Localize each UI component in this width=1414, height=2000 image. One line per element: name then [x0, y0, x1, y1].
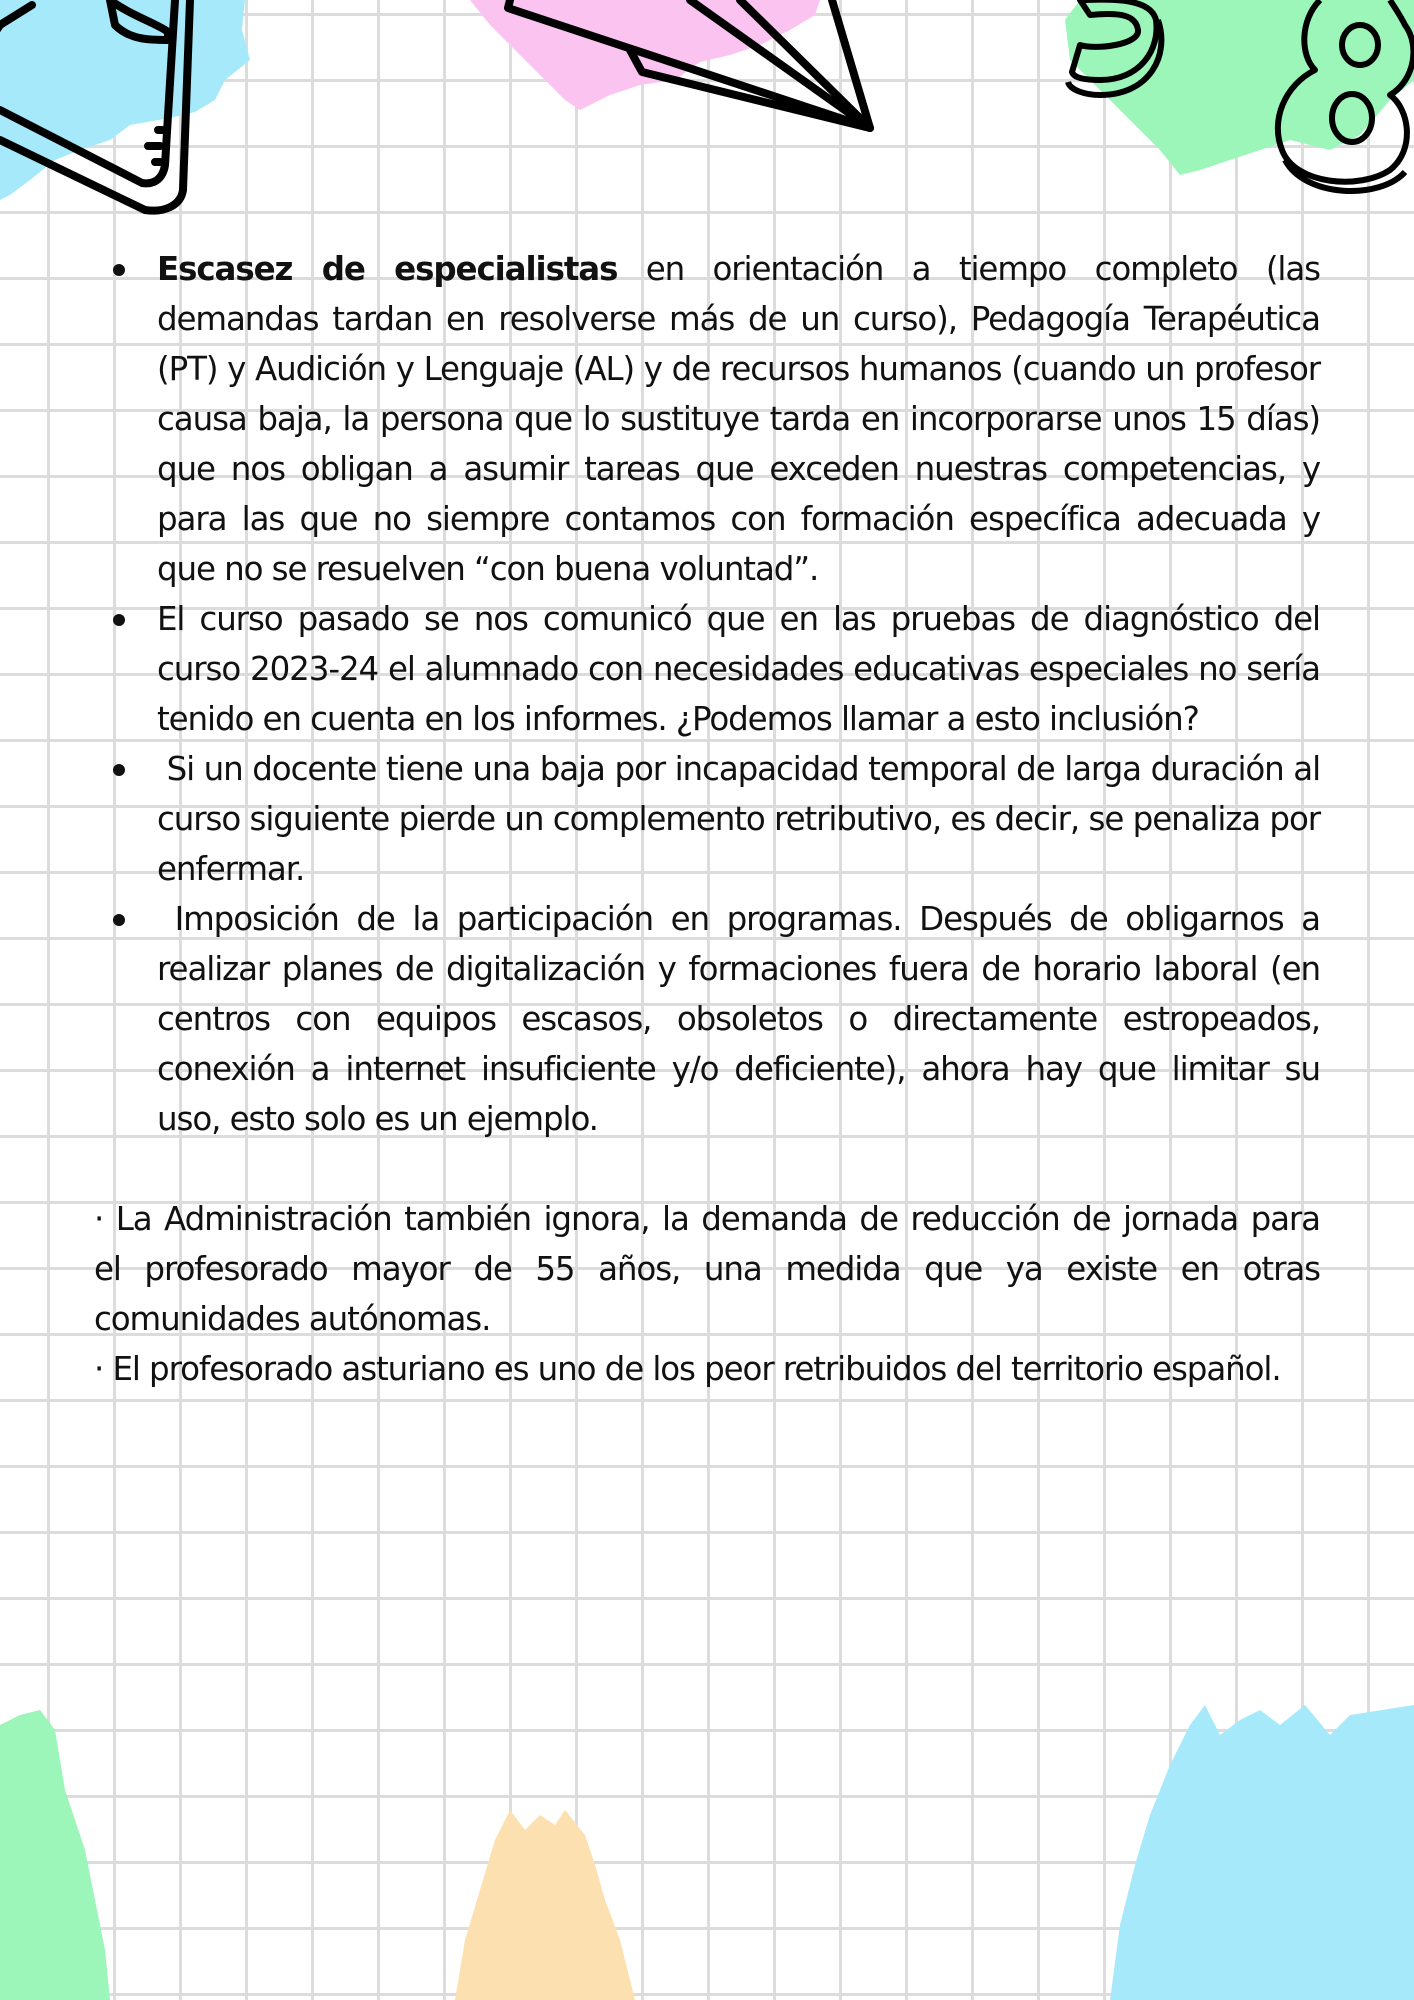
bullet-item-programs — [157, 894, 1330, 1144]
blue-paint-splash-bottom-right — [1110, 1705, 1414, 2000]
document-body — [94, 244, 1330, 1394]
bullet-item-text: El curso pasado se nos comunicó que en las pruebas de diagnóstico del curso 2023-24 el alumnado con necesidades educativas especiales no sería tenido en cuenta en los informes. ¿Podemos llamar a esto inclusión? — [157, 600, 1320, 738]
calculator-icon — [0, 0, 200, 220]
paragraph-reduction-of-hours: · La Administración también ignora, la demanda de reducción de jornada para el profesorado mayor de 55 años, una medida que ya existe en otras comunidades autónomas. — [94, 1200, 1320, 1338]
paragraph-salaries: · El profesorado asturiano es uno de los peor retribuidos del territorio español. — [94, 1350, 1281, 1388]
bullet-dot-icon — [113, 914, 125, 926]
green-paint-splash-top-right — [1060, 0, 1414, 180]
bullet-item-text: Imposición de la participación en programas. Después de obligarnos a realizar planes de digitalización y formaciones fuera de horario laboral (en centros con equipos escasos, obsoletos o directamente estropeados, conexión a internet insuficiente y/o deficiente), ahora hay que limitar su uso, esto solo es un ejemplo. — [157, 900, 1330, 1138]
bullet-item-specialists — [157, 244, 1320, 594]
bullet-item-sick-leave — [157, 744, 1330, 894]
green-paint-splash-bottom-left — [0, 1710, 300, 2000]
pink-paint-splash-top — [460, 0, 820, 120]
bullet-dot-icon — [113, 614, 125, 626]
blue-paint-splash-top-left — [0, 0, 260, 210]
bullet-item-bold-lead: Escasez de especialistas — [157, 250, 618, 288]
orange-paint-splash-bottom-center — [455, 1810, 815, 2000]
paper-plane-icon — [500, 0, 880, 140]
numbers-3-8-icon — [1060, 0, 1414, 200]
bullet-dot-icon — [113, 264, 125, 276]
bullet-list — [94, 244, 1330, 1144]
bullet-item-text: en orientación a tiempo completo (las demandas tardan en resolverse más de un curso), Pedagogía Terapéutica (PT) y Audición y Lenguaje (AL) y de recursos humanos (cuando un profesor causa baja, la persona que lo sustituye tarda en incorporarse unos 15 días) que nos obligan a asumir tareas que exceden nuestras competencias, y para las que no siempre contamos con formación específica adecuada y que no se resuelven “con buena voluntad”. — [157, 250, 1321, 588]
bullet-dot-icon — [113, 764, 125, 776]
spacer — [94, 1144, 1320, 1194]
bullet-item-text: Si un docente tiene una baja por incapacidad temporal de larga duración al curso siguiente pierde un complemento retributivo, es decir, se penaliza por enfermar. — [157, 750, 1330, 888]
bullet-item-diagnostic-tests — [157, 594, 1320, 744]
